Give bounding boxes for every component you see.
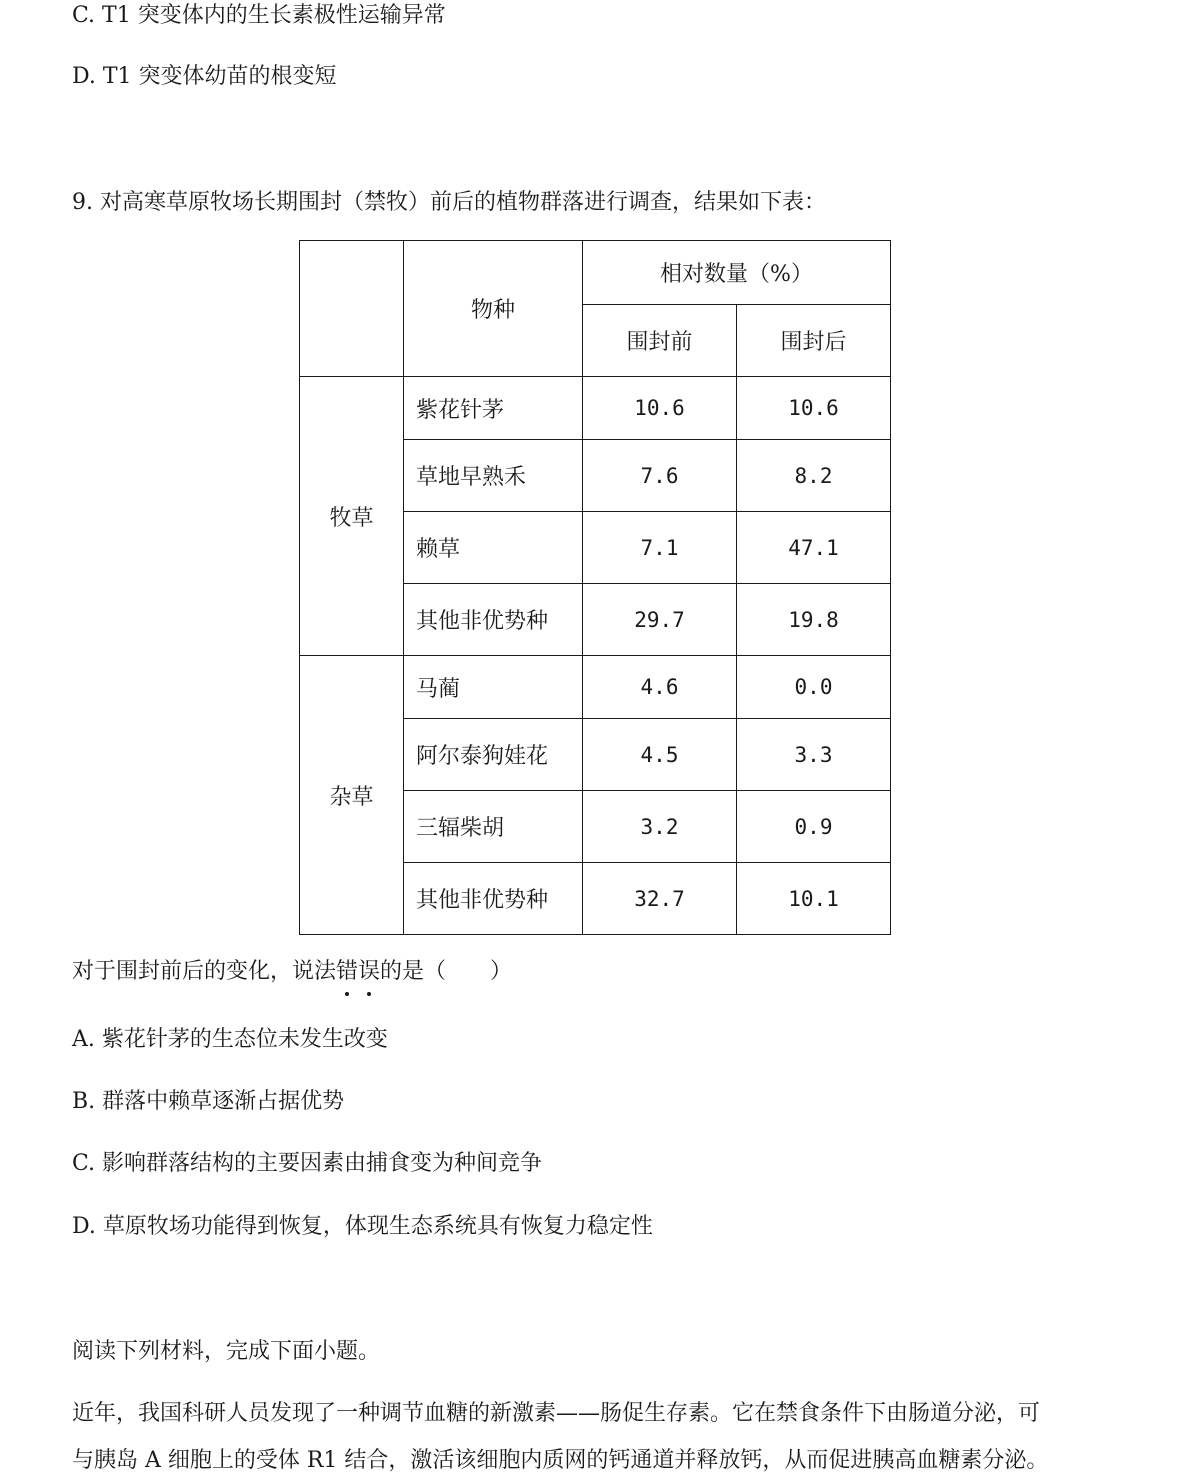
table-row: [300, 656, 891, 719]
before-value: 7.6: [583, 440, 737, 512]
species-cell: 草地早熟禾: [404, 440, 583, 512]
before-value: 29.7: [583, 584, 737, 656]
species-cell: 其他非优势种: [404, 584, 583, 656]
before-value: 4.5: [583, 719, 737, 791]
emphasis-char: 误: [358, 959, 381, 984]
species-cell: 三辐柴胡: [404, 791, 583, 863]
reading-paragraph-line-2: 与胰岛 A 细胞上的受体 R1 结合，激活该细胞内质网的钙通道并释放钙，从而促进胰高血糖素分泌。: [72, 1448, 1049, 1473]
after-value: 10.6: [737, 377, 891, 440]
header-before: 围封前: [583, 305, 737, 377]
before-value: 32.7: [583, 863, 737, 935]
before-value: 4.6: [583, 656, 737, 719]
before-value: 7.1: [583, 512, 737, 584]
option-c-prev: C. T1 突变体内的生长素极性运输异常: [72, 3, 446, 28]
reading-paragraph-line-1: 近年，我国科研人员发现了一种调节血糖的新激素——肠促生存素。它在禁食条件下由肠道分泌，可: [72, 1401, 1041, 1426]
after-value: 19.8: [737, 584, 891, 656]
species-cell: 马蔺: [404, 656, 583, 719]
question-9-prompt: [72, 958, 512, 986]
before-value: 10.6: [583, 377, 737, 440]
prompt-text-start: 对于围封前后的变化，说法: [72, 959, 337, 984]
option-a: A. 紫花针茅的生态位未发生改变: [72, 1027, 388, 1052]
species-cell: 紫花针茅: [404, 377, 583, 440]
prompt-text-end: 的是（ ）: [380, 959, 513, 984]
table-corner-cell: [300, 241, 404, 377]
group-label-weeds: 杂草: [300, 656, 404, 935]
option-b: B. 群落中赖草逐渐占据优势: [72, 1089, 345, 1114]
header-relative-quantity: 相对数量（%）: [583, 241, 891, 305]
option-d-prev: D. T1 突变体幼苗的根变短: [72, 64, 337, 89]
reading-instruction: 阅读下列材料，完成下面小题。: [72, 1339, 381, 1364]
after-value: 47.1: [737, 512, 891, 584]
after-value: 10.1: [737, 863, 891, 935]
option-d: D. 草原牧场功能得到恢复，体现生态系统具有恢复力稳定性: [72, 1214, 653, 1239]
species-cell: 其他非优势种: [404, 863, 583, 935]
question-9-stem: 9. 对高寒草原牧场长期围封（禁牧）前后的植物群落进行调查，结果如下表：: [72, 190, 826, 215]
after-value: 8.2: [737, 440, 891, 512]
emphasis-char: 错: [336, 959, 359, 984]
header-species: 物种: [404, 241, 583, 377]
after-value: 0.0: [737, 656, 891, 719]
before-value: 3.2: [583, 791, 737, 863]
species-cell: 赖草: [404, 512, 583, 584]
table-row: [300, 377, 891, 440]
species-cell: 阿尔泰狗娃花: [404, 719, 583, 791]
after-value: 0.9: [737, 791, 891, 863]
header-after: 围封后: [737, 305, 891, 377]
group-label-forage: 牧草: [300, 377, 404, 656]
option-c: C. 影响群落结构的主要因素由捕食变为种间竞争: [72, 1151, 543, 1176]
after-value: 3.3: [737, 719, 891, 791]
survey-table: [299, 240, 891, 935]
